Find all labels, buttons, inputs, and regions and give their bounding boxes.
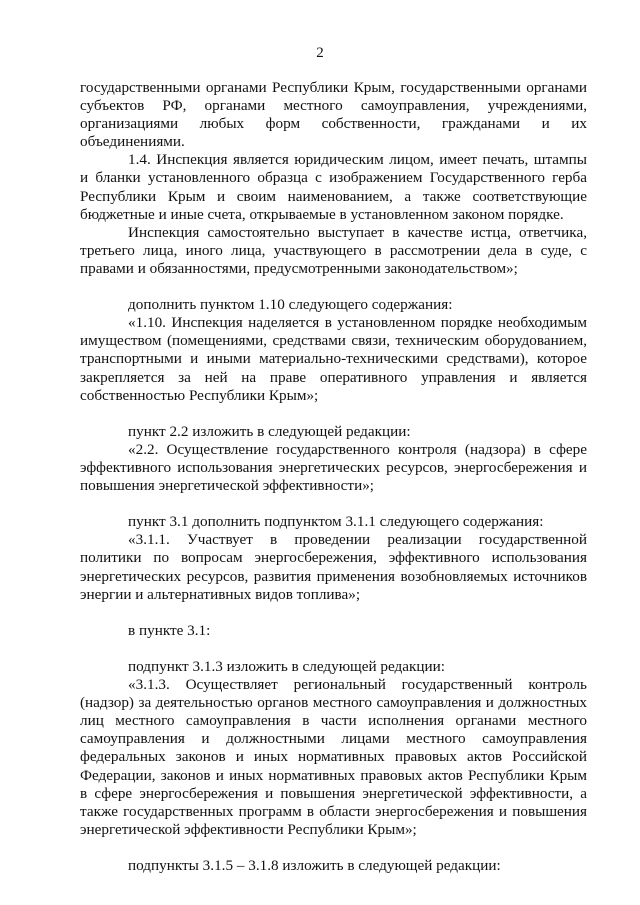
text-line: третьего лица, иного лица, участвующего в рассмотрении дела в суде, с [80,241,587,259]
text-line: подпункт 3.1.3 изложить в следующей редакции: [128,658,445,675]
paragraph [80,441,587,495]
text-line: транспортными и иными материально-техническими средствами), которое [80,350,587,368]
text-line: дополнить пунктом 1.10 следующего содержания: [128,296,453,314]
text-line: (надзор) за деятельностью органов местного самоуправления и должностных [80,694,587,712]
text-line: в пункте 3.1: [128,621,211,639]
text-line: федеральных законов и иных нормативных правовых актов Российской [80,748,587,766]
text-line: Инспекция самостоятельно выступает в качестве истца, ответчика, [128,223,587,241]
paragraph-gap [80,839,587,857]
page-number: 2 [316,45,324,61]
text-line: и бланки установленного образца с изображением Государственного герба [80,169,587,187]
text-line: подпункты 3.1.5 – 3.1.8 изложить в следующей редакции: [128,857,501,875]
paragraph [80,423,587,441]
paragraph [80,513,587,531]
paragraph-gap [80,405,587,423]
text-line: объединениями. [80,133,185,151]
text-line: имуществом (помещениями, средствами связи, техническим оборудованием, [80,332,587,350]
paragraph [80,151,587,223]
paragraph-gap [80,640,587,658]
text-line: повышения энергетической эффективности»; [80,477,375,495]
text-line: пункт 2.2 изложить в следующей редакции: [128,422,411,440]
paragraph [80,676,587,839]
text-line: энергетических ресурсов, развития применения возобновляемых источников [80,567,587,585]
text-line: организациями любых форм собственности, гражданами и их [80,115,587,133]
text-line: «3.1.1. Участвует в проведении реализации государственной [128,531,587,549]
text-line: «1.10. Инспекция наделяется в установленном порядке необходимым [128,314,587,332]
text-line: правами и обязанностями, предусмотренными законодательством»; [80,259,518,277]
text-line: бюджетные и иные счета, открываемые в установленном законом порядке. [80,205,564,223]
text-line: в сфере энергосбережения и повышения энергетической эффективности, а [80,784,587,802]
paragraph [80,314,587,404]
paragraph [80,296,587,314]
paragraph-gap [80,604,587,622]
paragraph [80,531,587,603]
text-line: государственными органами Республики Крым, государственными органами [80,79,587,96]
text-line: закрепляется за ней на праве оперативного управления и является [80,368,587,386]
text-line: энергетической эффективности Республики Крым»; [80,820,417,838]
document-body [80,79,587,875]
paragraph [80,224,587,278]
text-line: собственностью Республики Крым»; [80,386,319,404]
text-line: пункт 3.1 дополнить подпунктом 3.1.1 следующего содержания: [128,513,544,531]
paragraph [80,79,587,151]
text-line: субъектов РФ, органами местного самоуправления, учреждениями, [80,97,587,115]
paragraph-gap [80,495,587,513]
text-line: политики по вопросам энергосбережения, эффективного использования [80,549,587,567]
paragraph-gap [80,278,587,296]
text-line: 1.4. Инспекция является юридическим лицом, имеет печать, штампы [128,151,587,169]
text-line: эффективного использования энергетических ресурсов, энергосбережения и [80,458,587,476]
text-line: энергии и альтернативных видов топлива»; [80,585,361,603]
text-line: Федерации, законов и иных нормативных правовых актов Республики Крым [80,766,587,784]
paragraph [80,857,587,875]
text-line: также государственных программ в области энергосбережения и повышения [80,802,587,820]
paragraph [80,622,587,640]
text-line: «2.2. Осуществление государственного контроля (надзора) в сфере [128,440,587,458]
text-line: самоуправления и должностными лицами местного самоуправления [80,730,587,748]
paragraph [80,658,587,676]
text-line: Республики Крым и своим наименованием, а также соответствующие [80,187,587,205]
text-line: «3.1.3. Осуществляет региональный государственный контроль [128,676,587,694]
text-line: лиц местного самоуправления в части исполнения органами местного [80,712,587,730]
